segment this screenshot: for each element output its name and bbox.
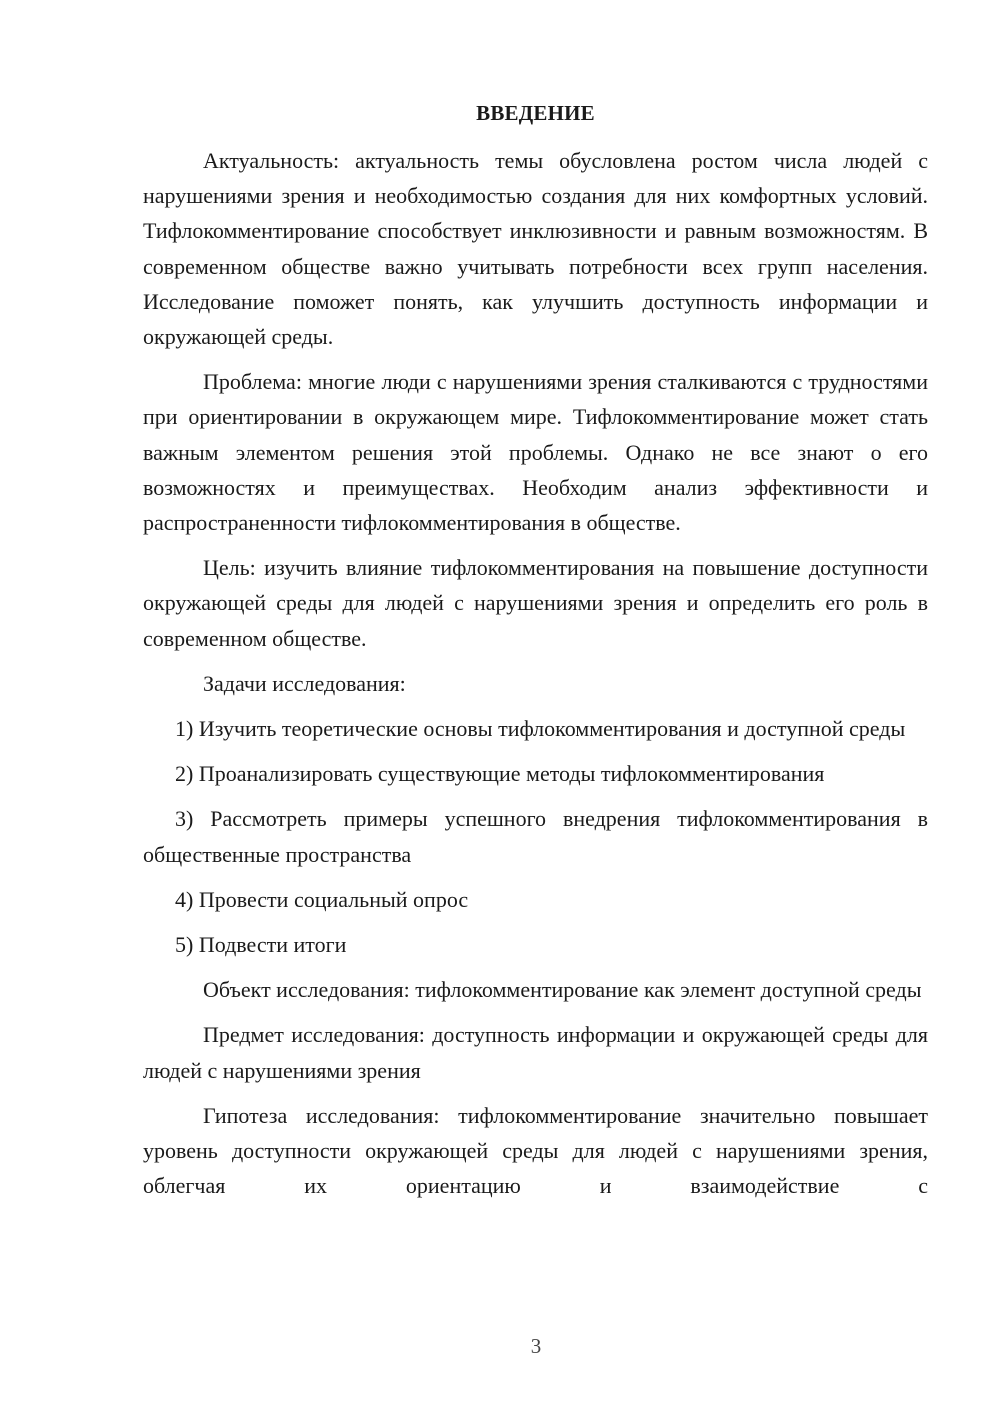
task-item: 1) Изучить теоретические основы тифлокомментирования и доступной среды: [175, 716, 906, 742]
paragraph-relevance: Актуальность: актуальность темы обусловлена ростом числа людей с нарушениями зрения и необходимостью создания для них комфортных условий. Тифлокомментирование способствует инклюзивности и равным возможностям. В современном обществе важно учитывать потребности всех групп населения. Исследование поможет понять, как улучшить доступность информации и окружающей среды.: [143, 148, 928, 350]
task-item: 4) Провести социальный опрос: [175, 886, 469, 912]
paragraph-tasks-heading: Задачи исследования:: [203, 670, 406, 696]
paragraph-object: Объект исследования: тифлокомментирование как элемент доступной среды: [203, 977, 922, 1003]
task-item: 5) Подвести итоги: [175, 932, 347, 958]
page-number: 3: [530, 1334, 542, 1358]
paragraph-subject: Предмет исследования: доступность информации и окружающей среды для людей с нарушениями зрения: [143, 1022, 928, 1083]
section-title: ВВЕДЕНИЕ: [476, 101, 595, 125]
paragraph-goal: Цель: изучить влияние тифлокомментирования на повышение доступности окружающей среды для людей с нарушениями зрения и определить его роль в современном обществе.: [143, 555, 928, 651]
paragraph-problem: Проблема: многие люди с нарушениями зрения сталкиваются с трудностями при ориентировании в окружающем мире. Тифлокомментирование может стать важным элементом решения этой проблемы. Однако не все знают о его возможностях и преимуществах. Необходим анализ эффективности и распространенности тифлокомментирования в обществе.: [143, 369, 928, 536]
paragraph-hypothesis: Гипотеза исследования: тифлокомментирование значительно повышает уровень доступности окружающей среды для людей с нарушениями зрения, облегчая их ориентацию и взаимодействие с: [143, 1102, 928, 1199]
task-item: 2) Проанализировать существующие методы тифлокомментирования: [175, 761, 825, 787]
task-item: 3) Рассмотреть примеры успешного внедрения тифлокомментирования в общественные пространства: [143, 806, 928, 867]
page-content: [143, 96, 928, 1213]
